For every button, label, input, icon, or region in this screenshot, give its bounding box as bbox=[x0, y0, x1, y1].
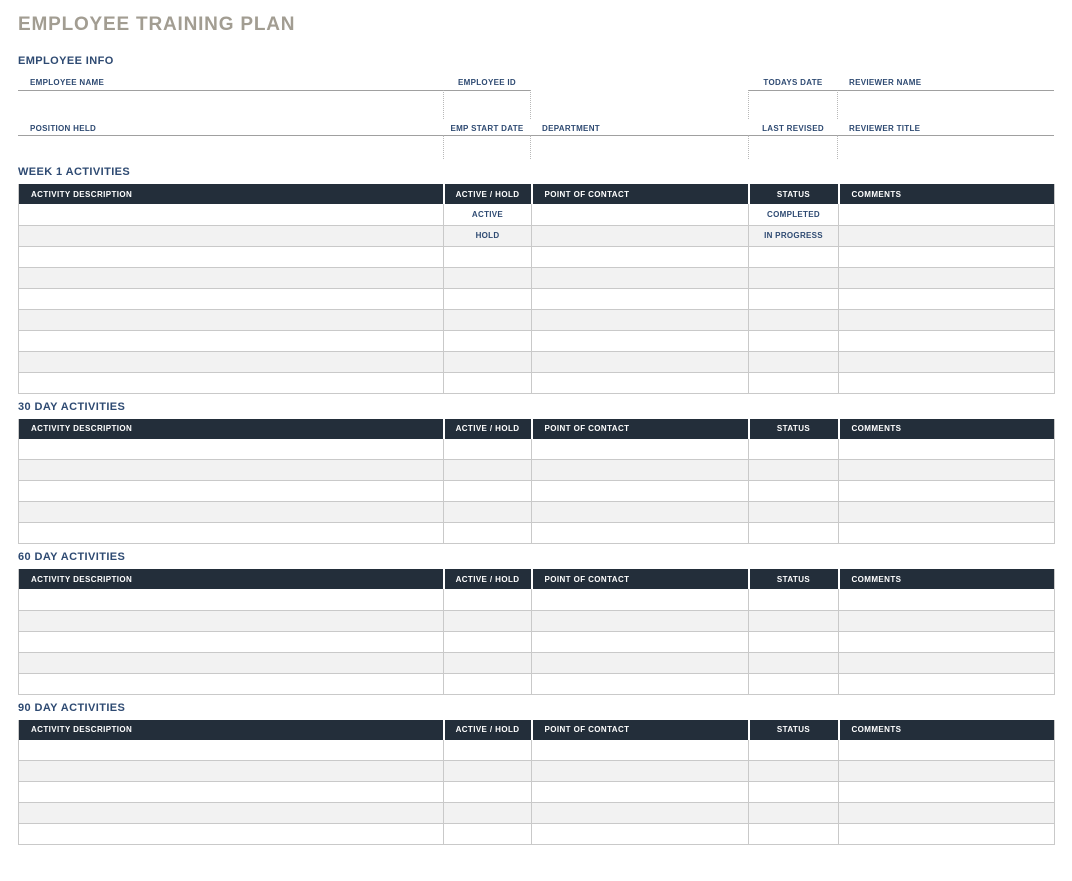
activity-description-cell[interactable] bbox=[19, 351, 444, 372]
point-of-contact-cell[interactable] bbox=[532, 351, 749, 372]
point-of-contact-cell[interactable] bbox=[532, 204, 749, 225]
table-row bbox=[19, 439, 1055, 460]
active-hold-cell[interactable] bbox=[444, 740, 532, 761]
comments-cell[interactable] bbox=[839, 502, 1055, 523]
table-row bbox=[19, 351, 1055, 372]
table-header-row bbox=[19, 569, 1055, 589]
point-of-contact-cell[interactable] bbox=[532, 803, 749, 824]
comments-cell[interactable] bbox=[839, 351, 1055, 372]
status-cell[interactable] bbox=[749, 439, 839, 460]
point-of-contact-cell[interactable] bbox=[532, 225, 749, 246]
activity-description-cell[interactable] bbox=[19, 824, 444, 845]
employee-name-input[interactable] bbox=[18, 90, 443, 119]
reviewer-name-label: REVIEWER NAME bbox=[849, 78, 922, 87]
table-header-row bbox=[19, 184, 1055, 204]
activity-description-cell[interactable] bbox=[19, 761, 444, 782]
col-header-status: STATUS bbox=[749, 184, 839, 204]
status-cell[interactable] bbox=[749, 267, 839, 288]
active-hold-cell[interactable] bbox=[444, 330, 532, 351]
comments-cell[interactable] bbox=[839, 225, 1055, 246]
comments-cell[interactable] bbox=[839, 824, 1055, 845]
table-row bbox=[19, 372, 1055, 393]
col-header-active-hold: ACTIVE / HOLD bbox=[444, 184, 532, 204]
point-of-contact-cell[interactable] bbox=[532, 502, 749, 523]
active-hold-cell[interactable] bbox=[444, 523, 532, 544]
90-day-activities-section bbox=[18, 702, 1054, 846]
activity-description-cell[interactable] bbox=[19, 225, 444, 246]
point-of-contact-cell[interactable] bbox=[532, 439, 749, 460]
activity-description-cell[interactable] bbox=[19, 288, 444, 309]
table-row bbox=[19, 481, 1055, 502]
employee-info-grid bbox=[18, 76, 1054, 159]
todays-date-label: TODAYS DATE bbox=[763, 78, 823, 87]
page-title: EMPLOYEE TRAINING PLAN bbox=[18, 14, 296, 35]
comments-cell[interactable] bbox=[839, 589, 1055, 610]
comments-cell[interactable] bbox=[839, 761, 1055, 782]
active-hold-cell[interactable]: ACTIVE bbox=[444, 204, 532, 225]
comments-cell[interactable] bbox=[839, 652, 1055, 673]
todays-date-input[interactable] bbox=[748, 90, 838, 119]
point-of-contact-cell[interactable] bbox=[532, 761, 749, 782]
col-header-point-of-contact: POINT OF CONTACT bbox=[532, 184, 749, 204]
employee-id-input[interactable] bbox=[443, 90, 531, 119]
status-cell[interactable] bbox=[749, 288, 839, 309]
table-row bbox=[19, 782, 1055, 803]
comments-cell[interactable] bbox=[839, 782, 1055, 803]
90-day-activities-table bbox=[18, 720, 1055, 846]
active-hold-cell[interactable] bbox=[444, 652, 532, 673]
activity-description-cell[interactable] bbox=[19, 803, 444, 824]
table-row bbox=[19, 523, 1055, 544]
col-header-activity-description: ACTIVITY DESCRIPTION bbox=[19, 720, 444, 740]
employee-name-label: EMPLOYEE NAME bbox=[30, 78, 105, 87]
30-day-activities-table bbox=[18, 419, 1055, 545]
status-cell[interactable] bbox=[749, 740, 839, 761]
reviewer-name-input[interactable] bbox=[838, 90, 1054, 119]
status-cell[interactable] bbox=[749, 372, 839, 393]
activity-description-cell[interactable] bbox=[19, 523, 444, 544]
status-cell[interactable] bbox=[749, 652, 839, 673]
status-cell[interactable] bbox=[749, 460, 839, 481]
activity-description-cell[interactable] bbox=[19, 673, 444, 694]
col-header-active-hold: ACTIVE / HOLD bbox=[444, 569, 532, 589]
comments-cell[interactable] bbox=[839, 288, 1055, 309]
table-row bbox=[19, 740, 1055, 761]
30-day-activities-section bbox=[18, 401, 1054, 545]
active-hold-cell[interactable] bbox=[444, 351, 532, 372]
status-cell[interactable] bbox=[749, 589, 839, 610]
table-row bbox=[19, 288, 1055, 309]
comments-cell[interactable] bbox=[839, 330, 1055, 351]
comments-cell[interactable] bbox=[839, 460, 1055, 481]
point-of-contact-cell[interactable] bbox=[532, 523, 749, 544]
table-header-row bbox=[19, 720, 1055, 740]
col-header-activity-description: ACTIVITY DESCRIPTION bbox=[19, 569, 444, 589]
table-row bbox=[19, 330, 1055, 351]
table-row bbox=[19, 652, 1055, 673]
comments-cell[interactable] bbox=[839, 673, 1055, 694]
col-header-comments: COMMENTS bbox=[839, 184, 1055, 204]
point-of-contact-cell[interactable] bbox=[532, 481, 749, 502]
90-day-activities-heading: 90 DAY ACTIVITIES bbox=[18, 701, 126, 714]
comments-cell[interactable] bbox=[839, 204, 1055, 225]
active-hold-cell[interactable] bbox=[444, 246, 532, 267]
comments-cell[interactable] bbox=[839, 631, 1055, 652]
status-cell[interactable] bbox=[749, 782, 839, 803]
col-header-status: STATUS bbox=[749, 720, 839, 740]
activity-description-cell[interactable] bbox=[19, 652, 444, 673]
activity-description-cell[interactable] bbox=[19, 309, 444, 330]
table-header-row bbox=[19, 419, 1055, 439]
active-hold-cell[interactable] bbox=[444, 267, 532, 288]
week-1-activities-table bbox=[18, 184, 1055, 394]
activity-description-cell[interactable] bbox=[19, 439, 444, 460]
comments-cell[interactable] bbox=[839, 803, 1055, 824]
col-header-status: STATUS bbox=[749, 419, 839, 439]
point-of-contact-cell[interactable] bbox=[532, 267, 749, 288]
comments-cell[interactable] bbox=[839, 267, 1055, 288]
status-cell[interactable] bbox=[749, 673, 839, 694]
active-hold-cell[interactable] bbox=[444, 481, 532, 502]
active-hold-cell[interactable] bbox=[444, 631, 532, 652]
col-header-point-of-contact: POINT OF CONTACT bbox=[532, 720, 749, 740]
table-row bbox=[19, 631, 1055, 652]
comments-cell[interactable] bbox=[839, 740, 1055, 761]
activity-description-cell[interactable] bbox=[19, 330, 444, 351]
active-hold-cell[interactable] bbox=[444, 673, 532, 694]
col-header-comments: COMMENTS bbox=[839, 419, 1055, 439]
point-of-contact-cell[interactable] bbox=[532, 740, 749, 761]
comments-cell[interactable] bbox=[839, 309, 1055, 330]
table-row bbox=[19, 246, 1055, 267]
status-cell[interactable] bbox=[749, 523, 839, 544]
department-input[interactable] bbox=[531, 135, 748, 159]
30-day-activities-heading: 30 DAY ACTIVITIES bbox=[18, 400, 126, 413]
position-held-input[interactable] bbox=[18, 135, 443, 159]
point-of-contact-cell[interactable] bbox=[532, 631, 749, 652]
last-revised-label: LAST REVISED bbox=[762, 124, 824, 133]
status-cell[interactable] bbox=[749, 330, 839, 351]
last-revised-input[interactable] bbox=[748, 135, 838, 159]
activity-description-cell[interactable] bbox=[19, 204, 444, 225]
comments-cell[interactable] bbox=[839, 610, 1055, 631]
point-of-contact-cell[interactable] bbox=[532, 288, 749, 309]
table-row bbox=[19, 267, 1055, 288]
table-row bbox=[19, 803, 1055, 824]
col-header-point-of-contact: POINT OF CONTACT bbox=[532, 569, 749, 589]
active-hold-cell[interactable] bbox=[444, 589, 532, 610]
point-of-contact-cell[interactable] bbox=[532, 610, 749, 631]
point-of-contact-cell[interactable] bbox=[532, 460, 749, 481]
active-hold-cell[interactable] bbox=[444, 309, 532, 330]
activity-description-cell[interactable] bbox=[19, 372, 444, 393]
emp-start-date-input[interactable] bbox=[443, 135, 531, 159]
activity-description-cell[interactable] bbox=[19, 589, 444, 610]
active-hold-cell[interactable]: HOLD bbox=[444, 225, 532, 246]
col-header-point-of-contact: POINT OF CONTACT bbox=[532, 419, 749, 439]
reviewer-title-label: REVIEWER TITLE bbox=[849, 124, 921, 133]
active-hold-cell[interactable] bbox=[444, 782, 532, 803]
point-of-contact-cell[interactable] bbox=[532, 589, 749, 610]
active-hold-cell[interactable] bbox=[444, 824, 532, 845]
activity-description-cell[interactable] bbox=[19, 460, 444, 481]
col-header-comments: COMMENTS bbox=[839, 720, 1055, 740]
comments-cell[interactable] bbox=[839, 481, 1055, 502]
comments-cell[interactable] bbox=[839, 246, 1055, 267]
col-header-active-hold: ACTIVE / HOLD bbox=[444, 419, 532, 439]
status-cell[interactable] bbox=[749, 761, 839, 782]
employee-id-label: EMPLOYEE ID bbox=[458, 78, 516, 87]
emp-start-date-label: EMP START DATE bbox=[450, 124, 524, 133]
activity-description-cell[interactable] bbox=[19, 740, 444, 761]
department-label: DEPARTMENT bbox=[542, 124, 600, 133]
table-row bbox=[19, 589, 1055, 610]
col-header-status: STATUS bbox=[749, 569, 839, 589]
active-hold-cell[interactable] bbox=[444, 439, 532, 460]
point-of-contact-cell[interactable] bbox=[532, 824, 749, 845]
employee-info-heading: EMPLOYEE INFO bbox=[18, 55, 114, 67]
info-grid-spacer bbox=[531, 76, 748, 90]
table-row bbox=[19, 225, 1055, 246]
active-hold-cell[interactable] bbox=[444, 803, 532, 824]
col-header-activity-description: ACTIVITY DESCRIPTION bbox=[19, 184, 444, 204]
point-of-contact-cell[interactable] bbox=[532, 246, 749, 267]
active-hold-cell[interactable] bbox=[444, 460, 532, 481]
point-of-contact-cell[interactable] bbox=[532, 330, 749, 351]
employee-info-section bbox=[18, 55, 1054, 159]
table-row bbox=[19, 502, 1055, 523]
week-1-activities-heading: WEEK 1 ACTIVITIES bbox=[18, 166, 131, 178]
table-row bbox=[19, 761, 1055, 782]
reviewer-title-input[interactable] bbox=[838, 135, 1054, 159]
comments-cell[interactable] bbox=[839, 372, 1055, 393]
table-row bbox=[19, 204, 1055, 225]
active-hold-cell[interactable] bbox=[444, 372, 532, 393]
status-cell[interactable] bbox=[749, 246, 839, 267]
status-cell[interactable] bbox=[749, 309, 839, 330]
active-hold-cell[interactable] bbox=[444, 502, 532, 523]
activity-description-cell[interactable] bbox=[19, 267, 444, 288]
point-of-contact-cell[interactable] bbox=[532, 309, 749, 330]
document-page bbox=[18, 13, 1054, 845]
table-row bbox=[19, 309, 1055, 330]
col-header-active-hold: ACTIVE / HOLD bbox=[444, 720, 532, 740]
status-cell[interactable] bbox=[749, 351, 839, 372]
60-day-activities-section bbox=[18, 551, 1054, 695]
status-cell[interactable]: IN PROGRESS bbox=[749, 225, 839, 246]
point-of-contact-cell[interactable] bbox=[532, 652, 749, 673]
point-of-contact-cell[interactable] bbox=[532, 673, 749, 694]
table-row bbox=[19, 460, 1055, 481]
comments-cell[interactable] bbox=[839, 523, 1055, 544]
60-day-activities-heading: 60 DAY ACTIVITIES bbox=[18, 551, 126, 563]
position-held-label: POSITION HELD bbox=[30, 124, 97, 133]
table-row bbox=[19, 824, 1055, 845]
60-day-activities-table bbox=[18, 569, 1055, 695]
active-hold-cell[interactable] bbox=[444, 610, 532, 631]
point-of-contact-cell[interactable] bbox=[532, 372, 749, 393]
info-grid-empty-cell bbox=[531, 90, 748, 119]
activity-description-cell[interactable] bbox=[19, 610, 444, 631]
activity-description-cell[interactable] bbox=[19, 246, 444, 267]
activity-description-cell[interactable] bbox=[19, 782, 444, 803]
table-row bbox=[19, 673, 1055, 694]
status-cell[interactable] bbox=[749, 481, 839, 502]
point-of-contact-cell[interactable] bbox=[532, 782, 749, 803]
status-cell[interactable] bbox=[749, 502, 839, 523]
active-hold-cell[interactable] bbox=[444, 761, 532, 782]
active-hold-cell[interactable] bbox=[444, 288, 532, 309]
activity-description-cell[interactable] bbox=[19, 481, 444, 502]
week-1-activities-section bbox=[18, 166, 1054, 394]
status-cell[interactable] bbox=[749, 610, 839, 631]
status-cell[interactable]: COMPLETED bbox=[749, 204, 839, 225]
status-cell[interactable] bbox=[749, 631, 839, 652]
col-header-activity-description: ACTIVITY DESCRIPTION bbox=[19, 419, 444, 439]
table-row bbox=[19, 610, 1055, 631]
activity-description-cell[interactable] bbox=[19, 631, 444, 652]
col-header-comments: COMMENTS bbox=[839, 569, 1055, 589]
activity-description-cell[interactable] bbox=[19, 502, 444, 523]
status-cell[interactable] bbox=[749, 803, 839, 824]
comments-cell[interactable] bbox=[839, 439, 1055, 460]
status-cell[interactable] bbox=[749, 824, 839, 845]
